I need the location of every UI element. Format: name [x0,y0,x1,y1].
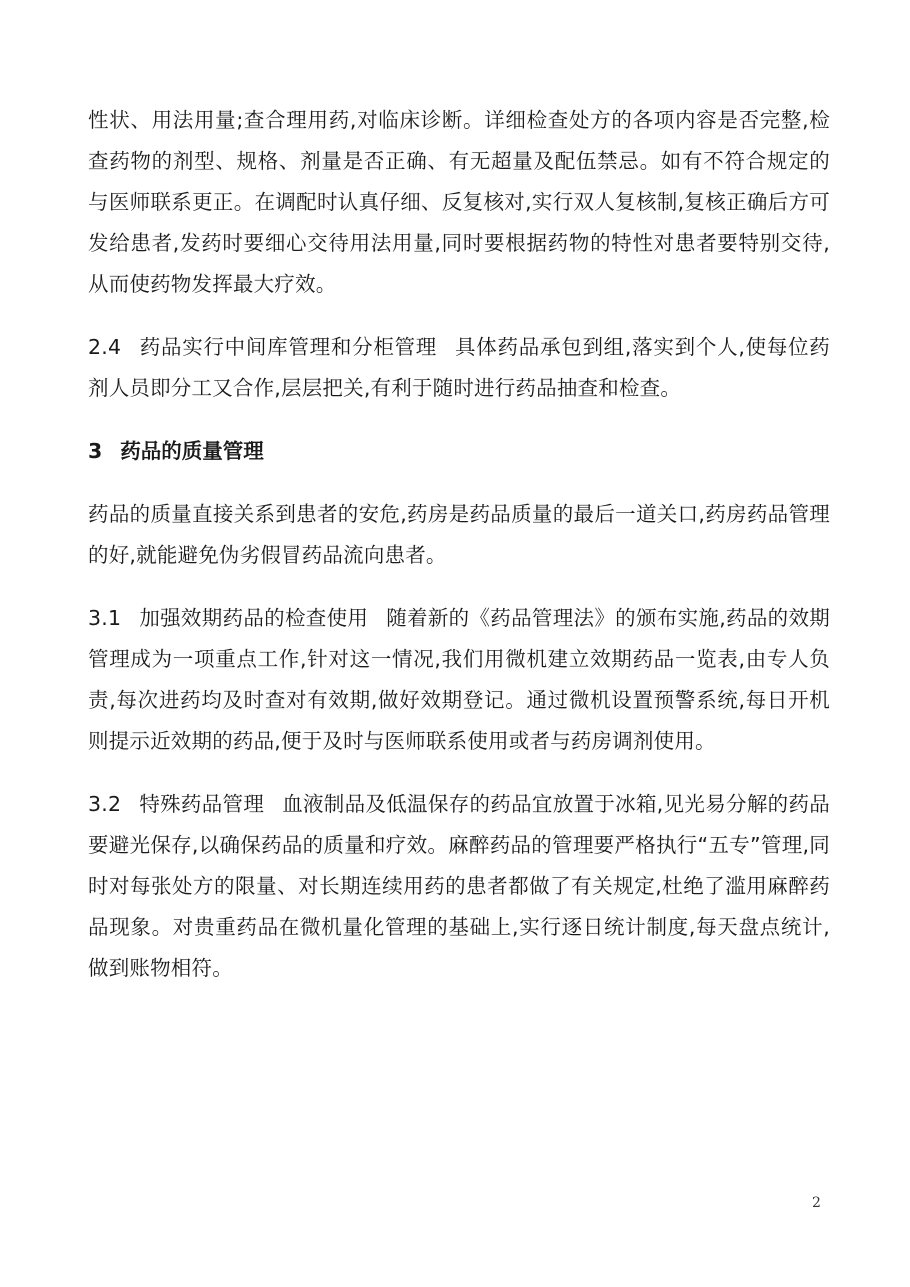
paragraph-text: 性状、用法用量;查合理用药,对临床诊断。详细检查处方的各项内容是否完整,检查药物的剂型、规格、剂量是否正确、有无超量及配伍禁忌。如有不符合规定的与医师联系更正。在调配时认真仔细、反复核对,实行双人复核制,复核正确后方可发给患者,发药时要细心交待用法用量,同时要根据药物的特性对患者要特别交待,从而使药物发挥最大疗效。 [88,108,830,296]
section-title: 特殊药品管理 [139,792,265,816]
section-number: 3.1 [88,606,122,630]
heading-title: 药品的质量管理 [120,439,264,463]
section-body: 随着新的《药品管理法》的颁布实施,药品的效期管理成为一项重点工作,针对这一情况,我们用微机建立效期药品一览表,由专人负责,每次进药均及时查对有效期,做好效期登记。通过微机设置预警系统,每日开机则提示近效期的药品,便于及时与医师联系使用或者与药房调剂使用。 [88,606,831,753]
section-2-4 [88,327,830,409]
document-body [88,100,830,1011]
section-3-2 [88,784,830,989]
section-3-1 [88,598,830,762]
heading-number: 3 [88,439,103,463]
paragraph-text: 药品的质量直接关系到患者的安危,药房是药品质量的最后一道关口,药房药品管理的好,就能避免伪劣假冒药品流向患者。 [88,502,830,567]
section-title: 药品实行中间库管理和分柜管理 [139,335,438,359]
paragraph-quality-intro [88,494,830,576]
section-number: 3.2 [88,792,122,816]
section-body: 具体药品承包到组,落实到个人,使每位药剂人员即分工又合作,层层把关,有利于随时进行药品抽查和检查。 [88,335,830,400]
section-number: 2.4 [88,335,122,359]
page-number: 2 [812,1195,821,1211]
paragraph-continuation [88,100,830,305]
heading-section-3 [88,431,830,472]
section-title: 加强效期药品的检查使用 [139,606,369,630]
section-body: 血液制品及低温保存的药品宜放置于冰箱,见光易分解的药品要避光保存,以确保药品的质量和疗效。麻醉药品的管理要严格执行“五专”管理,同时对每张处方的限量、对长期连续用药的患者都做了有关规定,杜绝了滥用麻醉药品现象。对贵重药品在微机量化管理的基础上,实行逐日统计制度,每天盘点统计,做到账物相符。 [88,792,830,980]
